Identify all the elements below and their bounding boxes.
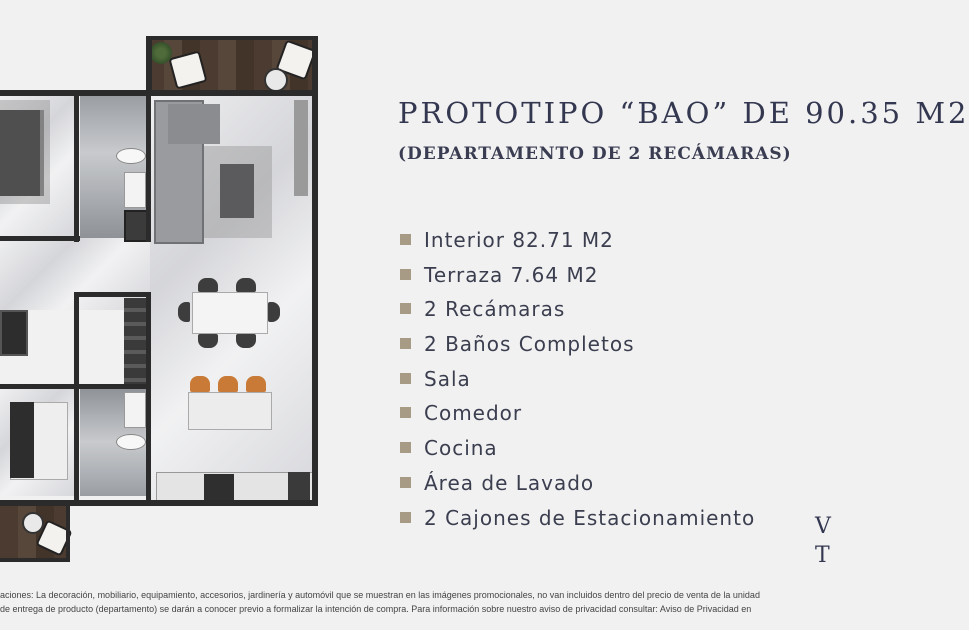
wall: [146, 36, 318, 40]
sink-1-icon: [124, 172, 146, 208]
dining-chair-icon: [198, 334, 218, 348]
bullet-square-icon: [400, 373, 411, 384]
prototype-title: PROTOTIPO “BAO” DE 90.35 M2: [398, 96, 969, 130]
list-item: [398, 295, 755, 330]
terrace-table-icon: [264, 68, 288, 92]
brand-logo: [815, 512, 831, 570]
disclaimer-line-2: de entrega de producto (departamento) se darán a conocer previo a formalizar la intención de compra. Para información sobre nuestro aviso de privacidad consultar: Aviso de Privacidad en: [0, 604, 752, 614]
dining-table-icon: [192, 292, 268, 334]
list-item: [398, 504, 755, 539]
wall: [0, 384, 150, 389]
bed-2-blanket: [10, 402, 34, 478]
feature-label: 2 Baños Completos: [424, 332, 635, 357]
stool-icon: [218, 376, 238, 392]
dining-chair-icon: [198, 278, 218, 292]
terrace-table-icon: [22, 512, 44, 534]
list-item: [398, 261, 755, 296]
bullet-square-icon: [400, 338, 411, 349]
bullet-square-icon: [400, 407, 411, 418]
feature-label: Cocina: [424, 436, 498, 461]
feature-label: Terraza 7.64 M2: [424, 262, 599, 287]
sink-2-icon: [124, 392, 146, 428]
bullet-square-icon: [400, 303, 411, 314]
list-item: [398, 469, 755, 504]
wall: [0, 236, 80, 241]
feature-label: Sala: [424, 366, 471, 391]
fridge-icon: [288, 472, 310, 502]
feature-label: 2 Recámaras: [424, 297, 566, 322]
logo-letter: T: [815, 543, 830, 568]
wall: [74, 92, 79, 242]
stool-icon: [190, 376, 210, 392]
coffee-table-icon: [220, 164, 254, 218]
wall: [0, 90, 318, 96]
sofa-cushion: [168, 104, 220, 144]
list-item: [398, 226, 755, 261]
dining-chair-icon: [268, 302, 280, 322]
prototype-subtitle: (DEPARTAMENTO DE 2 RECÁMARAS): [398, 144, 792, 164]
bullet-square-icon: [400, 269, 411, 280]
features-list: [398, 226, 755, 538]
bullet-square-icon: [400, 234, 411, 245]
wall: [0, 500, 318, 506]
feature-label: Comedor: [424, 401, 523, 426]
laundry-area: [0, 310, 28, 356]
dining-chair-icon: [236, 278, 256, 292]
feature-label: Área de Lavado: [424, 470, 595, 495]
closet-icon: [124, 298, 146, 384]
floor-plan: [0, 0, 330, 570]
kitchen-island-icon: [188, 392, 272, 430]
wall: [146, 292, 151, 502]
wall: [0, 558, 70, 562]
plant-icon: [150, 42, 172, 64]
logo-letter: V: [815, 514, 831, 539]
wall: [312, 36, 318, 506]
wall: [74, 292, 150, 297]
tv-unit: [294, 100, 308, 196]
wall: [66, 504, 70, 562]
feature-label: Interior 82.71 M2: [424, 228, 614, 252]
bullet-square-icon: [400, 512, 411, 523]
toilet-2-icon: [116, 434, 146, 450]
feature-label: 2 Cajones de Estacionamiento: [424, 505, 756, 530]
wall: [146, 92, 151, 242]
stool-icon: [246, 376, 266, 392]
list-item: [398, 365, 755, 400]
disclaimer-line-1: aciones: La decoración, mobiliario, equipamiento, accesorios, jardinería y automóvil que se muestran en las imágenes promocionales, no van incluidos dentro del precio de venta de la unidad: [0, 590, 760, 600]
dining-chair-icon: [236, 334, 256, 348]
wall: [146, 36, 152, 92]
rug-1: [0, 100, 50, 204]
toilet-1-icon: [116, 148, 146, 164]
list-item: [398, 399, 755, 434]
list-item: [398, 330, 755, 365]
bullet-square-icon: [400, 442, 411, 453]
stove-icon: [204, 474, 234, 500]
dining-chair-icon: [178, 302, 190, 322]
list-item: [398, 434, 755, 469]
wall: [74, 292, 79, 502]
bullet-square-icon: [400, 477, 411, 488]
